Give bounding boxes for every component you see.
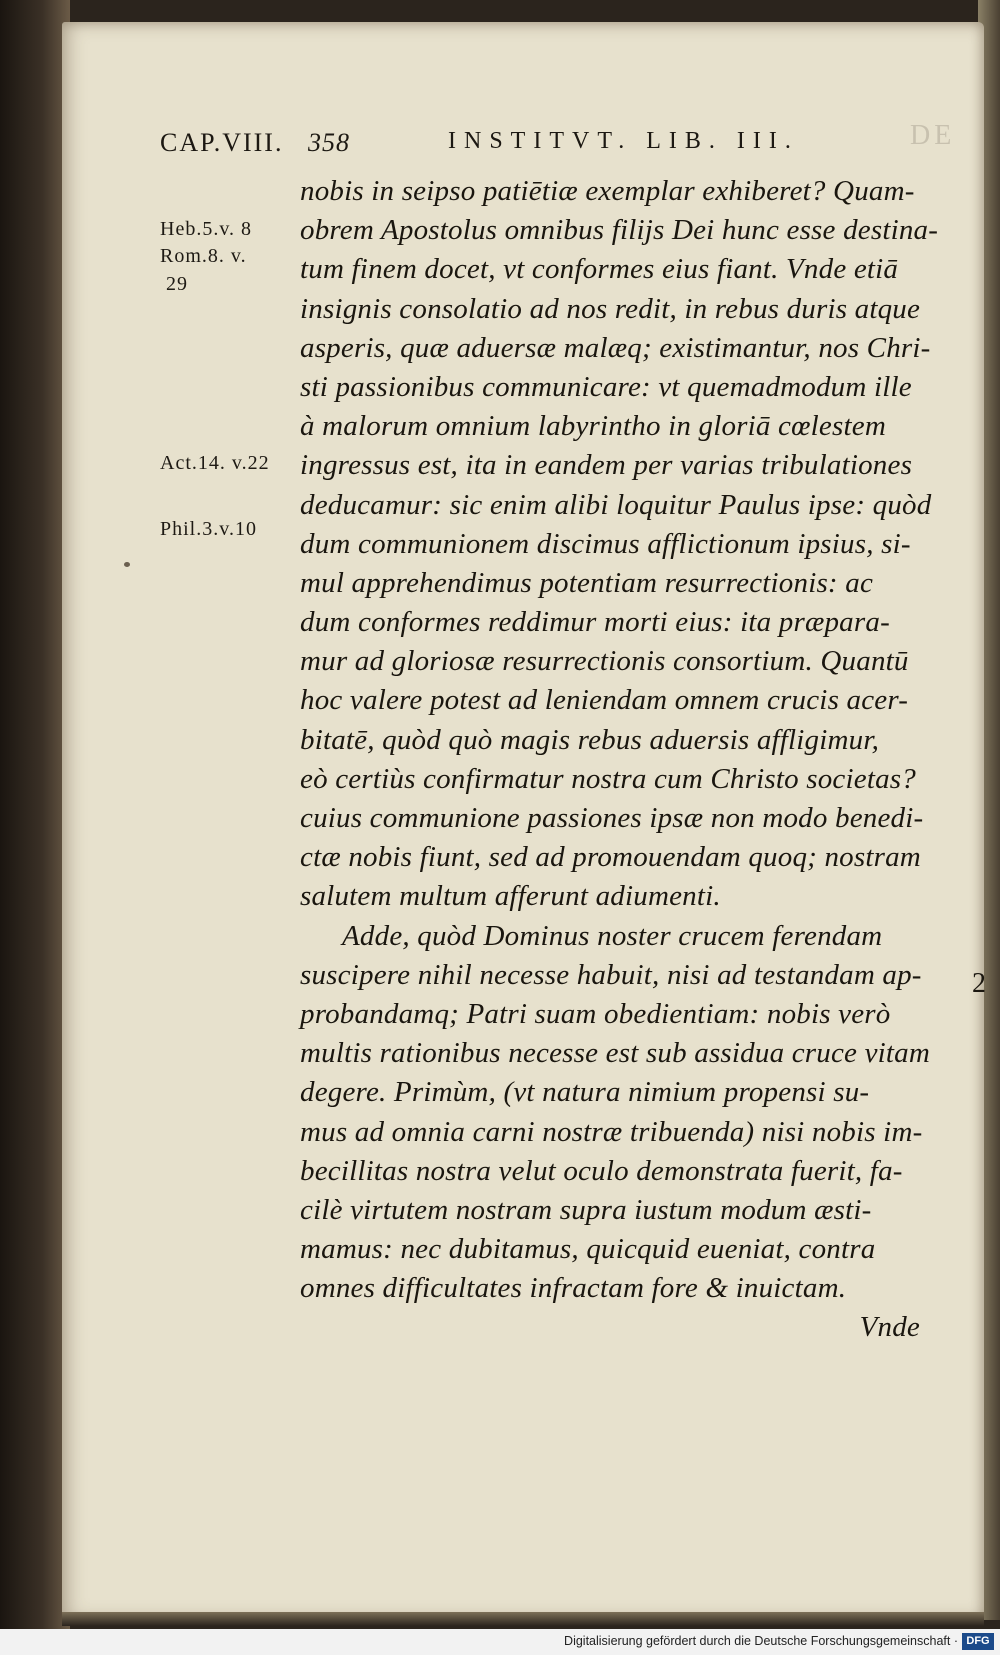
text-line: probandamq; Patri suam obedientiam: nobis verò [300,997,891,1030]
text-line: becillitas nostra velut oculo demonstrata fuerit, fa- [300,1154,903,1187]
text-line: à malorum omnium labyrintho in gloriā cœlestem [300,410,886,443]
text-line: ctæ nobis fiunt, sed ad promouendam quoq; nostram [300,841,921,874]
dfg-logo-icon: DFG [962,1633,994,1650]
text-line: cilè virtutem nostram supra iustum modum æsti- [300,1193,872,1226]
footer-bar [0,1629,1000,1655]
text-line: suscipere nihil necesse habuit, nisi ad testandam ap- [300,958,922,991]
text-line: multis rationibus necesse est sub assidua cruce vitam [300,1037,931,1070]
text-line: dum communionem discimus afflictionum ipsius, si- [300,527,911,560]
text-line: salutem multum afferunt adiumenti. [300,880,721,913]
margin-note-rom-cont: 29 [166,273,188,295]
book-title: INSTITVT. LIB. III. [448,128,799,154]
text-line: mus ad omnia carni nostræ tribuenda) nisi nobis im- [300,1115,923,1148]
chapter-label: CAP.VIII. [160,128,284,157]
funding-credit: Digitalisierung gefördert durch die Deutsche Forschungsgemeinschaft · [564,1634,958,1648]
margin-note-heb: Heb.5.v. 8 [160,218,253,240]
show-through-text: DE [910,120,956,151]
text-line: degere. Primùm, (vt natura nimium propensi su- [300,1076,870,1109]
ink-spot [124,562,130,567]
body-text [300,172,980,1348]
text-line: omnes difficultates infractam fore & inuictam. [300,1272,847,1305]
text-line: ingressus est, ita in eandem per varias tribulationes [300,449,913,482]
book-binding-edge [0,0,70,1655]
catchword: Vnde [859,1311,920,1344]
page-bottom-shadow [62,1612,984,1626]
text-line: dum conformes reddimur morti eius: ita præpara- [300,606,890,639]
paragraph-start-line: Adde, quòd Dominus noster crucem ferendam [342,919,883,952]
text-line: sti passionibus communicare: vt quemadmodum ille [300,370,912,403]
text-line: cuius communione passiones ipsæ non modo benedi- [300,802,924,834]
right-margin-section-number: 2 [972,968,986,999]
text-line: bitatē, quòd quò magis rebus aduersis affligimur, [300,723,880,756]
text-line: nobis in seipso patiētiæ exemplar exhiberet? Quam- [300,175,915,207]
text-line: eò certiùs confirmatur nostra cum Christo societas? [300,762,916,795]
text-line: asperis, quæ aduersæ malæq; existimantur, nos Chri- [300,331,931,364]
text-line: hoc valere potest ad leniendam omnem crucis acer- [300,684,909,717]
running-head [160,120,980,168]
text-line: insignis consolatio ad nos redit, in rebus duris atque [300,292,921,325]
text-line: tum finem docet, vt conformes eius fiant. Vnde etiā [300,253,899,286]
text-line: deducamur: sic enim alibi loquitur Paulus ipse: quòd [300,488,932,521]
margin-note-phil: Phil.3.v.10 [160,518,257,540]
text-line: mul apprehendimus potentiam resurrectionis: ac [300,566,874,599]
text-line: obrem Apostolus omnibus filijs Dei hunc esse destina- [300,214,939,247]
page-number: 358 [308,128,350,157]
text-line: mur ad gloriosæ resurrectionis consortium. Quantū [300,645,909,678]
margin-note-act: Act.14. v.22 [160,452,270,474]
margin-note-rom: Rom.8. v. [160,245,247,267]
text-line: mamus: nec dubitamus, quicquid eueniat, contra [300,1233,876,1266]
